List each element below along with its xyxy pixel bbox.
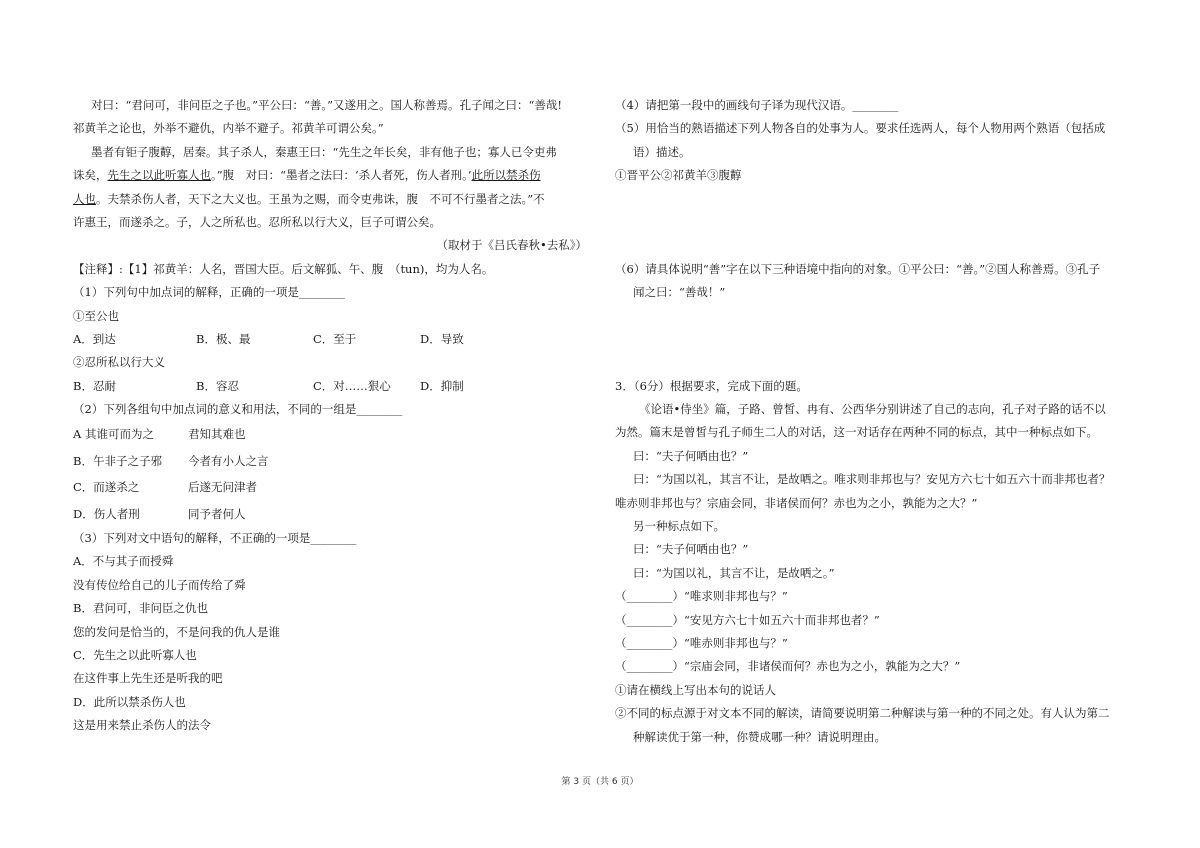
source-citation: （取材于《吕氏春秋•去私》） <box>436 238 587 253</box>
annotation-note: 【注释】:【1】祁黄羊：人名，晋国大臣。后文解狐、午、腹 （tun)，均为人名。 <box>73 261 494 276</box>
q7-blank-line: （________）“安见方六七十如五六十而非邦也者？” <box>615 612 880 627</box>
q6-stem-cont: 闻之曰：“善哉！” <box>633 285 726 300</box>
q3-item: A．不与其子而授舜 <box>73 554 174 569</box>
q5-people: ①晋平公②祁黄羊③腹䵍 <box>615 168 742 183</box>
option: C．至于 <box>313 331 357 346</box>
option: A．到达 <box>73 331 116 346</box>
passage-line: 人也。夫禁杀伤人者，天下之大义也。王虽为之赐，而令吏弗诛，腹 不可不行墨者之法。”不 <box>73 191 545 206</box>
option: D．导致 <box>420 331 464 346</box>
q2-pair: A 其谁可而为之 君知其难也 <box>73 427 246 442</box>
q1-options-2 <box>73 375 593 398</box>
q7-blank-line: （________）“唯求则非邦也与？” <box>615 589 788 604</box>
option: C．对……狠心 <box>313 378 391 393</box>
q7-task: ②不同的标点源于对文本不同的解读，请简要说明第二种解读与第一种的不同之处。有人认为第二 <box>615 706 1110 721</box>
q5-stem-cont: 语）描述。 <box>633 144 691 159</box>
q3-item: 这是用来禁止杀伤人的法令 <box>73 718 211 733</box>
q7-task: ①请在横线上写出本句的说话人 <box>615 682 776 697</box>
option: B．容忍 <box>196 378 239 393</box>
q7-intro: 《论语•侍坐》篇，子路、曾皙、冉有、公西华分别讲述了自己的志向，孔子对子路的话不以 <box>639 402 1106 417</box>
q3-stem: （3）下列对文中语句的解释，不正确的一项是________ <box>73 531 357 546</box>
q3-item: D．此所以禁杀伤人也 <box>73 694 186 709</box>
underlined-sentence-2b: 人也 <box>73 191 96 206</box>
q7-version-2: 曰：“为国以礼，其言不让，是故哂之。” <box>633 565 835 580</box>
passage-line: 许惠王，而遂杀之。子，人之所私也。忍所私以行大义，巨子可谓公矣。 <box>73 214 441 229</box>
q7-version-2-head: 另一种标点如下。 <box>633 519 725 534</box>
right-column <box>615 94 1135 749</box>
left-column <box>73 94 593 738</box>
q1-options-1 <box>73 328 593 351</box>
q7-intro: 为然。篇末是曾皙与孔子师生二人的对话，这一对话存在两种不同的标点，其中一种标点如下。 <box>615 425 1098 440</box>
option: B．极、最 <box>196 331 251 346</box>
underlined-sentence-1: 先生之以此听寡人也 <box>107 168 211 183</box>
q3-item: 没有传位给自己的儿子而传给了舜 <box>73 577 246 592</box>
q1-sentence-1: ①至公也 <box>73 308 119 323</box>
underlined-sentence-2a: 此所以禁杀伤 <box>471 168 541 183</box>
q7-blank-line: （________）“唯赤则非邦也与？” <box>615 635 788 650</box>
q7-version-1: 唯赤则非邦也与？宗庙会同，非诸侯而何？赤也为之小，孰能为之大？” <box>615 495 978 510</box>
q7-heading: 3．（6分）根据要求，完成下面的题。 <box>615 378 808 393</box>
q3-item: 在这件事上先生还是听我的吧 <box>73 671 223 686</box>
q2-stem: （2）下列各组句中加点词的意义和用法，不同的一组是________ <box>73 402 403 417</box>
option: B．忍耐 <box>73 378 116 393</box>
q7-task: 种解读优于第一种，你赞成哪一种？请说明理由。 <box>633 729 886 744</box>
q2-pair: D．伤人者刑 同予者何人 <box>73 506 246 521</box>
page-footer: 第 3 页（共 6 页） <box>561 777 639 787</box>
q3-item: C．先生之以此听寡人也 <box>73 647 197 662</box>
passage-line: 墨者有钜子腹䵍，居秦。其子杀人，秦惠王曰：“先生之年长矣，非有他子也；寡人已令吏弗 <box>91 144 557 159</box>
q1-sentence-2: ②忍所私以行大义 <box>73 355 165 370</box>
q2-pair: B．午非子之子邪 今者有小人之言 <box>73 453 269 468</box>
q7-version-1: 曰：“为国以礼，其言不让，是故哂之。唯求则非邦也与？安见方六七十如五六十而非邦也者？ <box>633 472 1111 487</box>
q3-item: 您的发问是恰当的，不是问我的仇人是谁 <box>73 624 280 639</box>
q6-stem: （6）请具体说明“善”字在以下三种语境中指向的对象。①平公曰：“善。”②国人称善焉。③孔子 <box>615 261 1101 276</box>
q5-stem: （5）用恰当的熟语描述下列人物各自的处事为人。要求任选两人，每个人物用两个熟语（包括成 <box>615 121 1106 136</box>
q7-version-1: 曰：“夫子何哂由也？” <box>633 448 749 463</box>
q4-stem: （4）请把第一段中的画线句子译为现代汉语。________ <box>615 98 899 112</box>
passage-line: 诛矣，先生之以此听寡人也。”腹 对曰：“墨者之法曰：‘杀人者死，伤人者刑。’此所以禁杀伤 <box>73 168 541 183</box>
q2-pair: C．而遂杀之 后遂无问津者 <box>73 480 257 495</box>
q7-blank-line: （________）“宗庙会同，非诸侯而何？赤也为之小，孰能为之大？” <box>615 659 961 674</box>
passage-line: 祁黄羊之论也，外举不避仇，内举不避子。祁黄羊可谓公矣。” <box>73 121 384 136</box>
q7-version-2: 曰：“夫子何哂由也？” <box>633 542 749 557</box>
option: D．抑制 <box>420 378 464 393</box>
q1-stem: （1）下列句中加点词的解释，正确的一项是________ <box>73 285 345 300</box>
q3-item: B．君问可，非问臣之仇也 <box>73 601 208 616</box>
passage-line: 对曰：“君问可，非问臣之子也。”平公曰：“善。”又遂用之。国人称善焉。孔子闻之曰：“善哉! <box>91 98 563 112</box>
